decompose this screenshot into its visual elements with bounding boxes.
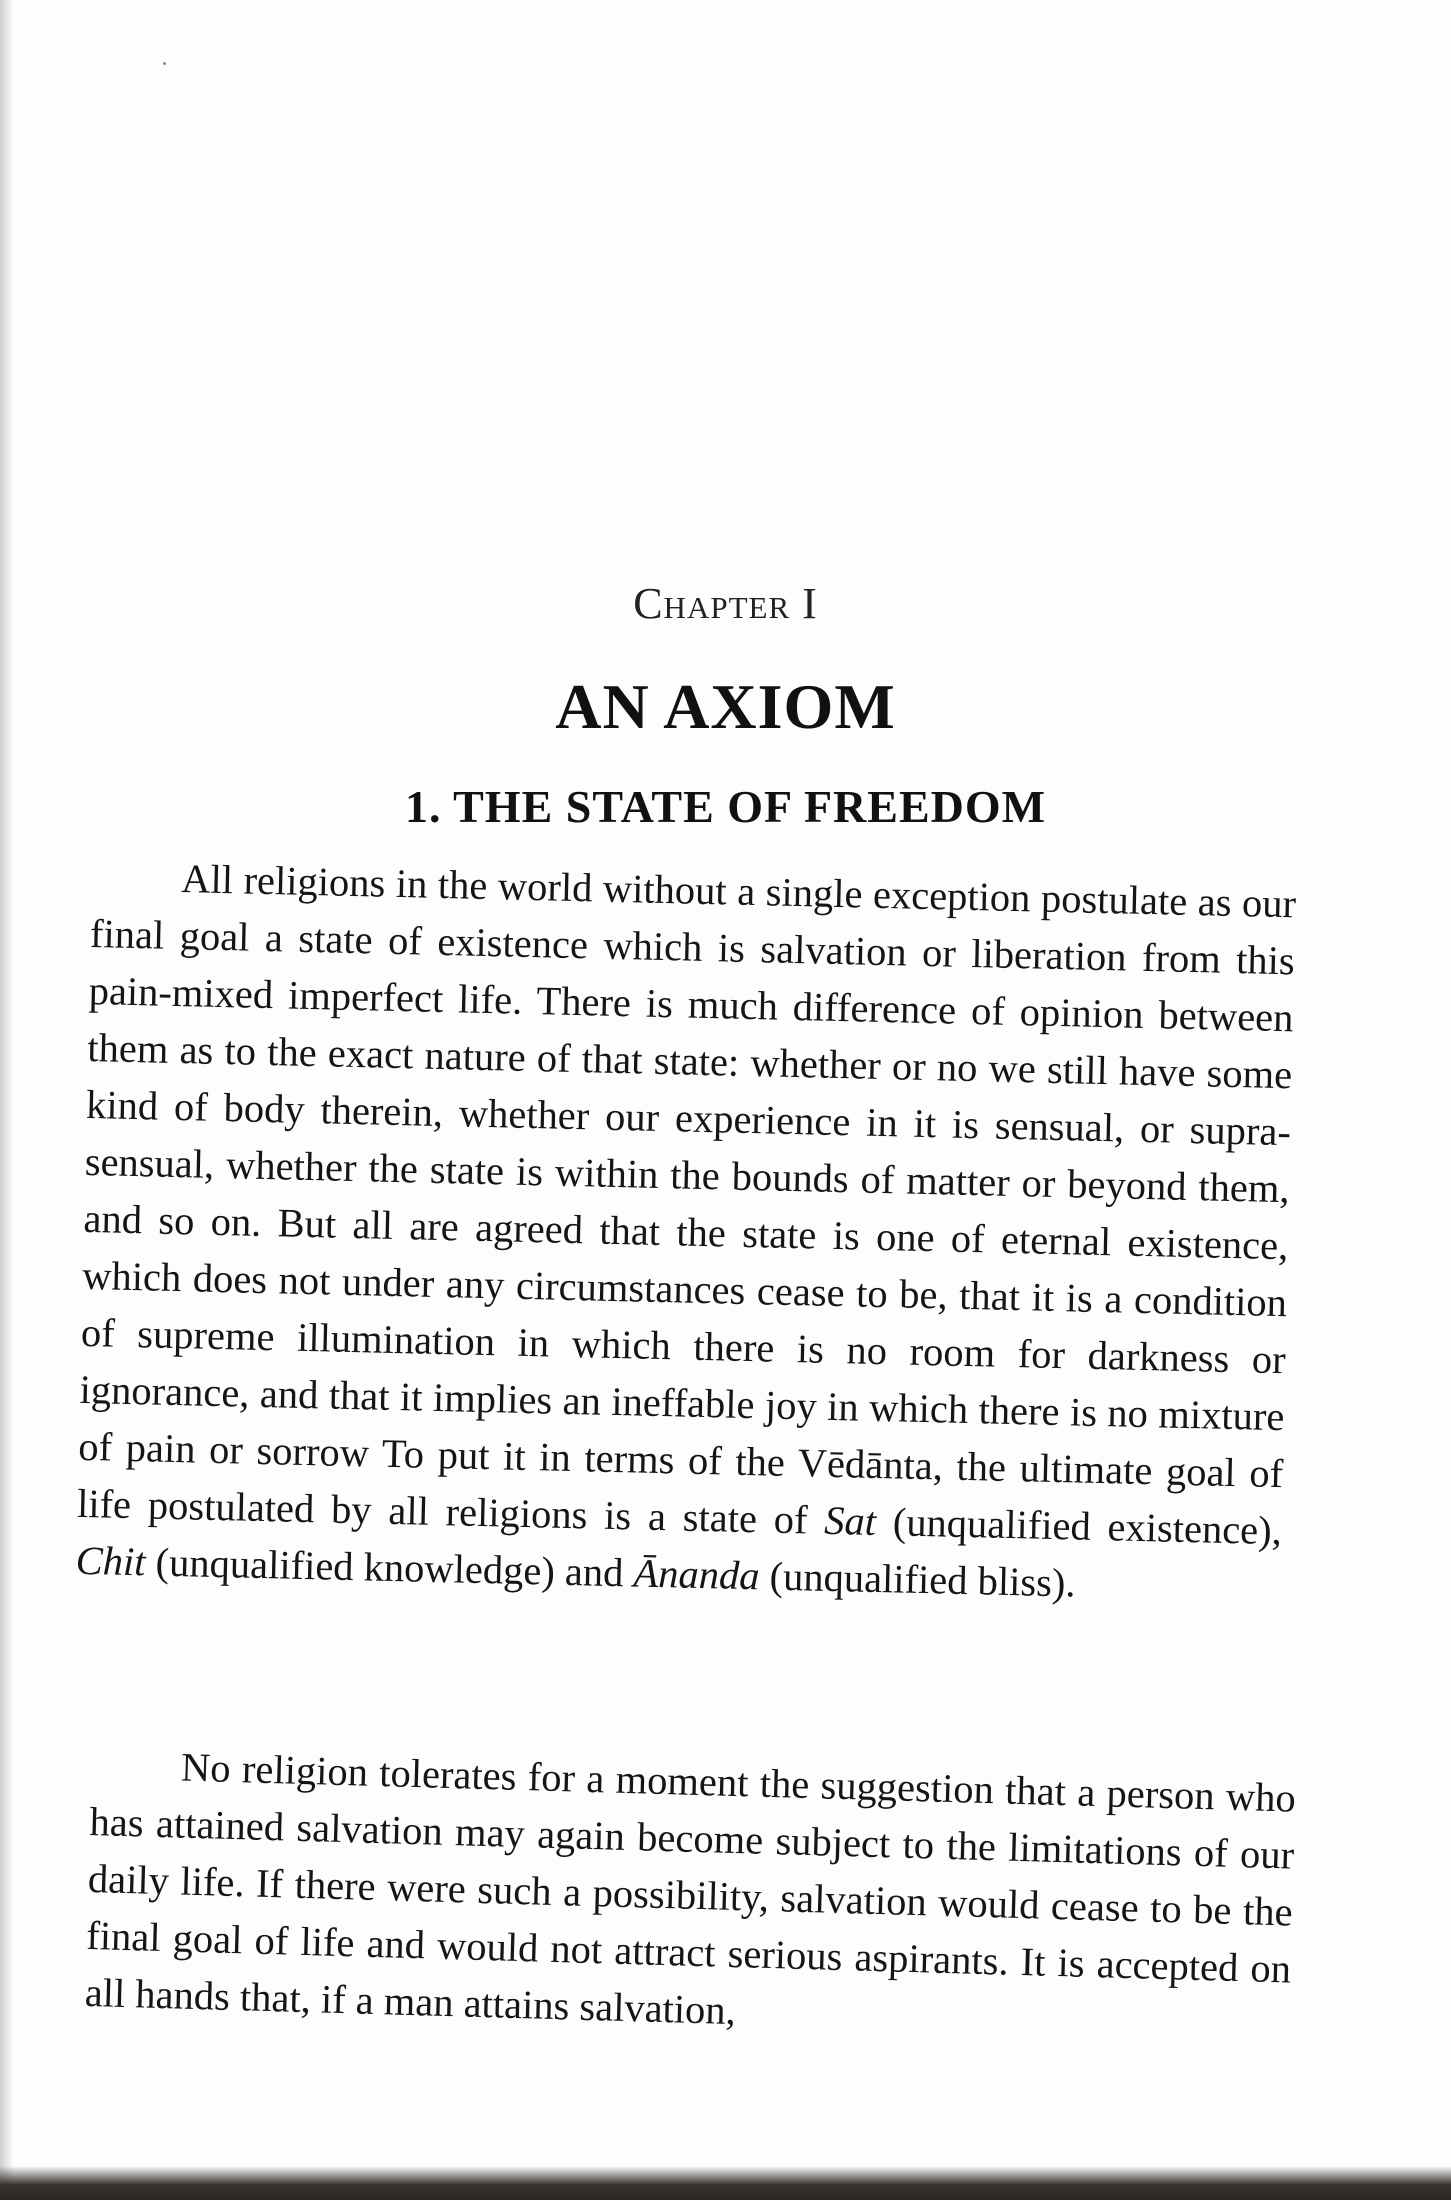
section-heading: 1. THE STATE OF FREEDOM xyxy=(404,781,1047,832)
paragraph-1-text xyxy=(75,848,1297,1616)
term-ananda: Ānanda xyxy=(633,1550,761,1599)
spine-shadow xyxy=(0,0,14,2200)
paragraph-2 xyxy=(84,1736,1296,2055)
page-bottom-edge xyxy=(0,2166,1451,2200)
paragraph-1-part2: (unqualified existence), xyxy=(875,1498,1283,1554)
paper-speck xyxy=(163,62,166,65)
paragraph-1 xyxy=(75,848,1297,1616)
paragraph-1-part4: (unqualified bliss). xyxy=(759,1553,1077,1606)
paragraph-2-text: No religion tolerates for a moment the suggestion that a person who has attained salvation may again become subject to the limitations of our daily life. If there were such a possibility, salvation would cease to be the final goal of life and would not attract serious aspirants. It is accepted on all hands that, if a man attains salvation, xyxy=(84,1744,1297,2034)
term-sat: Sat xyxy=(823,1497,877,1544)
chapter-label: Chapter I xyxy=(633,579,818,628)
chapter-title: AN AXIOM xyxy=(555,671,896,742)
paragraph-1-part3: (unqualified knowledge) and xyxy=(145,1539,635,1596)
term-chit: Chit xyxy=(75,1537,147,1585)
paragraph-1-part1: All religions in the world without a single exception postulate as our final goal a state of existence which is salvation or liberation from this pain-mixed imperfect life. There is much difference of opinion between them as to the exact nature of that state: whether or no we still have some kind of body therein, whether our experience in it is sensual, or supra-sensual, whether the state is within the bounds of matter or beyond them, and so on. But all are agreed that the state is one of eternal existence, which does not under any circumstances cease to be, that it is a condition of supreme illumination in which there is no room for darkness or ignorance, and that it implies an ineffable joy in which there is no mixture of pain or sorrow To put it in terms of the Vēdānta, the ultimate goal of life postulated by all religions is a state of xyxy=(76,856,1297,1543)
